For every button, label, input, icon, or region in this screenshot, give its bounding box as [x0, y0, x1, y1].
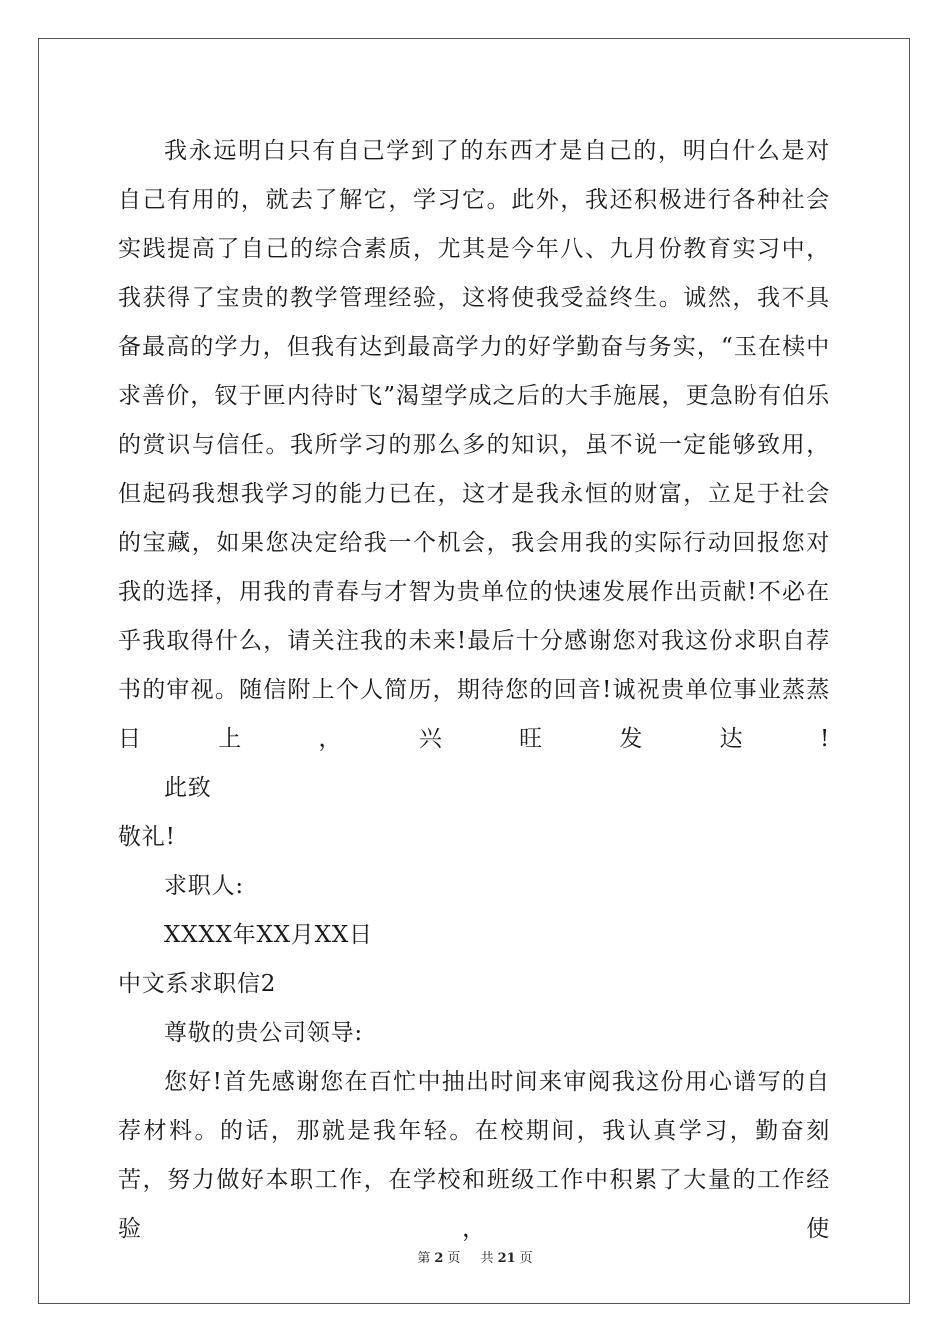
paragraph-applicant: 求职人:	[164, 873, 244, 899]
total-label-prefix: 共	[480, 1251, 494, 1266]
page-indicator	[413, 1251, 464, 1266]
page-number: 2	[434, 1251, 444, 1266]
paragraph-regards: 敬礼!	[118, 824, 176, 850]
page-label-prefix: 第	[417, 1251, 431, 1266]
total-pages: 21	[497, 1251, 516, 1266]
document-body	[118, 127, 830, 1254]
paragraph-body-2: 您好!首先感谢您在百忙中抽出时间来审阅我这份用心谱写的自荐材料。的话，那就是我年轻。在校期间，我认真学习，勤奋刻苦，努力做好本职工作，在学校和班级工作中积累了大量的工作经验，使	[118, 1069, 830, 1242]
paragraph-body-1: 我永远明白只有自己学到了的东西才是自己的，明白什么是对自己有用的，就去了解它，学习它。此外，我还积极进行各种社会实践提高了自己的综合素质，尤其是今年八、九月份教育实习中，我获得了宝贵的教学管理经验，这将使我受益终生。诚然，我不具备最高的学力，但我有达到最高学力的好学勤奋与务实，“玉在椟中求善价，钗于匣内待时飞”渴望学成之后的大手施展，更急盼有伯乐的赏识与信任。我所学习的那么多的知识，虽不说一定能够致用，但起码我想我学习的能力已在，这才是我永恒的财富，立足于社会的宝藏，如果您决定给我一个机会，我会用我的实际行动回报您对我的选择，用我的青春与才智为贵单位的快速发展作出贡献!不必在乎我取得什么，请关注我的未来!最后十分感谢您对我这份求职自荐书的审视。随信附上个人简历，期待您的回音!诚祝贵单位事业蒸蒸日上，兴旺发达!	[118, 138, 830, 752]
page-footer	[0, 1247, 950, 1266]
total-label-suffix: 页	[519, 1251, 533, 1266]
paragraph-date: XXXX年XX月XX日	[164, 922, 373, 948]
paragraph-closing-salutation: 此致	[164, 775, 212, 801]
section-title: 中文系求职信2	[118, 971, 277, 997]
total-indicator	[477, 1251, 537, 1266]
paragraph-greeting: 尊敬的贵公司领导:	[164, 1020, 363, 1046]
page-label-suffix: 页	[447, 1251, 461, 1266]
